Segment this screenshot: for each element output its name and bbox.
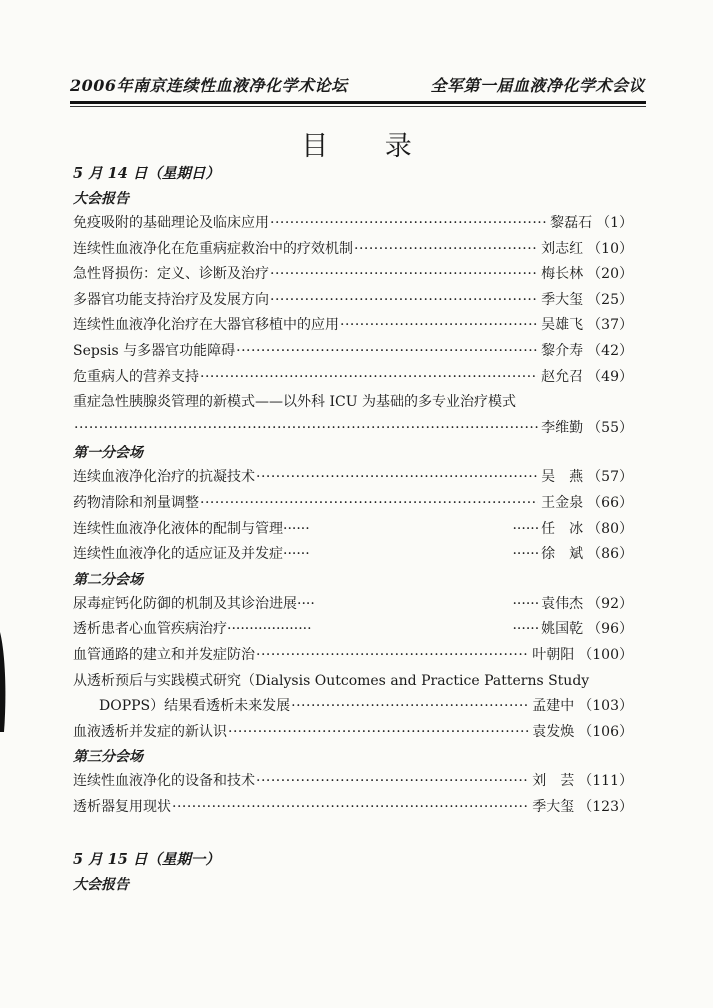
entry-page: （92） xyxy=(587,595,633,612)
toc-entry[interactable] xyxy=(73,592,633,618)
entry-page: （20） xyxy=(587,266,633,283)
entry-author: 吴雄飞 xyxy=(541,317,584,334)
entry-page: （49） xyxy=(587,368,633,385)
toc-entry[interactable] xyxy=(73,795,633,821)
toc-entry[interactable] xyxy=(73,339,633,365)
entry-author: 任 冰 xyxy=(541,520,584,537)
entry-title: Sepsis 与多器官功能障碍 xyxy=(73,342,236,359)
day2-date: 5 月 15 日（星期一） xyxy=(73,851,220,869)
header-rule-thin xyxy=(70,106,646,107)
toc-entry-line[interactable] xyxy=(73,390,633,416)
toc-content xyxy=(73,160,633,897)
leader-dots xyxy=(354,237,538,263)
toc-entry[interactable] xyxy=(73,769,633,795)
entry-author: 黎磊石 xyxy=(550,215,593,231)
entry-page: （25） xyxy=(587,291,633,308)
entry-title: 连续性血液净化的设备和技术 xyxy=(73,773,255,790)
toc-entry[interactable] xyxy=(73,262,633,288)
leader-dots: ······ xyxy=(512,546,540,563)
toc-entry[interactable] xyxy=(73,517,633,543)
toc-entry[interactable] xyxy=(73,694,633,720)
leader-dots xyxy=(172,795,529,821)
scan-edge-mark xyxy=(0,632,7,732)
entry-title: 重症急性胰腺炎管理的新模式——以外科 ICU 为基础的多专业治疗模式 xyxy=(73,394,516,411)
entry-author: 袁伟杰 xyxy=(541,595,584,612)
leader-dots xyxy=(270,262,538,288)
toc-entry-line[interactable] xyxy=(73,669,633,695)
entry-title: 从透析预后与实践模式研究（Dialysis Outcomes and Practice Patterns Study xyxy=(73,672,590,689)
leader-dots: ······ xyxy=(512,520,540,537)
day1-date: 5 月 14 日（星期日） xyxy=(73,165,220,182)
entry-author: 季大玺 xyxy=(541,291,584,308)
toc-entry[interactable] xyxy=(73,288,633,314)
toc-entry[interactable] xyxy=(73,237,633,263)
leader-dots: ······ xyxy=(512,595,540,612)
leader-dots: ···· xyxy=(297,595,315,612)
entry-title: 血液透析并发症的新认识 xyxy=(73,723,227,740)
toc-entry[interactable] xyxy=(73,211,633,237)
entry-page: （86） xyxy=(587,546,633,563)
toc-entry[interactable] xyxy=(73,365,633,391)
entry-page: （66） xyxy=(587,494,633,511)
toc-entry[interactable] xyxy=(73,491,633,517)
leader-dots xyxy=(74,416,538,442)
toc-entry[interactable] xyxy=(73,465,633,491)
running-header xyxy=(70,73,645,95)
leader-dots xyxy=(340,313,538,339)
toc-entry[interactable] xyxy=(73,643,633,669)
entry-page: （106） xyxy=(578,723,633,740)
entry-page: （1） xyxy=(596,215,633,231)
leader-dots xyxy=(256,643,529,669)
entry-page: （37） xyxy=(587,317,633,334)
entry-title: 血管通路的建立和并发症防治 xyxy=(73,646,255,663)
entry-author: 吴 燕 xyxy=(541,469,584,486)
header-rule-thick xyxy=(70,101,646,104)
entry-author: 姚国乾 xyxy=(541,621,584,638)
entry-title: 尿毒症钙化防御的机制及其诊治进展 xyxy=(73,595,297,612)
entry-author: 孟建中 xyxy=(532,698,575,715)
day1-sections xyxy=(73,187,633,820)
entry-title: 透析器复用现状 xyxy=(73,798,171,815)
leader-dots: ··················· xyxy=(227,621,312,638)
entry-title: 连续血液净化治疗的抗凝技术 xyxy=(73,469,255,486)
entry-title: 连续性血液净化在危重病症救治中的疗效机制 xyxy=(73,240,353,257)
toc-entry[interactable] xyxy=(73,720,633,746)
entry-author: 黎介寿 xyxy=(541,342,584,359)
leader-dots xyxy=(228,720,529,746)
entry-page: （111） xyxy=(578,773,633,790)
page-title: 目 录 xyxy=(301,131,436,162)
section-heading: 第二分会场 xyxy=(73,571,143,588)
entry-author: 袁发焕 xyxy=(532,723,575,740)
entry-page: （123） xyxy=(578,798,633,815)
entry-title: 连续性血液净化液体的配制与管理 xyxy=(73,520,283,537)
entry-author: 徐 斌 xyxy=(541,546,584,563)
entry-title: 危重病人的营养支持 xyxy=(73,368,199,385)
toc-entry[interactable] xyxy=(73,542,633,568)
leader-dots: ······ xyxy=(512,621,540,638)
entry-title: 透析患者心血管疾病治疗 xyxy=(73,621,227,638)
entry-title-continued: DOPPS）结果看透析未来发展 xyxy=(99,698,291,715)
entry-title: 连续性血液净化的适应证及并发症 xyxy=(73,546,283,563)
entry-page: （100） xyxy=(578,646,633,663)
entry-author: 刘志红 xyxy=(541,240,584,257)
leader-dots xyxy=(200,365,538,391)
entry-title: 免疫吸附的基础理论及临床应用 xyxy=(73,215,269,231)
entry-title: 药物清除和剂量调整 xyxy=(73,494,199,511)
leader-dots xyxy=(200,491,538,517)
toc-entry[interactable] xyxy=(73,416,633,442)
entry-author: 赵允召 xyxy=(541,368,584,385)
entry-title: 连续性血液净化治疗在大器官移植中的应用 xyxy=(73,317,339,334)
leader-dots xyxy=(270,288,538,314)
entry-page: （96） xyxy=(587,621,633,638)
entry-author: 刘 芸 xyxy=(532,773,575,790)
entry-author: 叶朝阳 xyxy=(532,646,575,663)
entry-author: 王金泉 xyxy=(541,494,584,511)
section-heading: 第三分会场 xyxy=(73,749,143,766)
entry-title: 多器官功能支持治疗及发展方向 xyxy=(73,291,269,308)
entry-author: 梅长林 xyxy=(541,266,584,283)
entry-title: 急性肾损伤：定义、诊断及治疗 xyxy=(73,266,269,283)
leader-dots xyxy=(270,211,547,237)
header-right: 全军第一届血液净化学术会议 xyxy=(430,76,645,95)
leader-dots: ······ xyxy=(283,546,310,563)
toc-entry[interactable] xyxy=(73,617,633,643)
leader-dots xyxy=(291,694,529,720)
header-left: 2006年南京连续性血液净化学术论坛 xyxy=(70,76,348,95)
leader-dots xyxy=(236,339,538,365)
leader-dots: ······ xyxy=(283,520,310,537)
entry-page: （57） xyxy=(587,469,633,486)
leader-dots xyxy=(256,769,529,795)
section-heading: 第一分会场 xyxy=(73,445,143,462)
entry-author: 季大玺 xyxy=(532,798,575,815)
entry-page: （10） xyxy=(587,240,633,257)
leader-dots xyxy=(256,465,538,491)
day2-section-heading: 大会报告 xyxy=(73,877,129,894)
entry-page: （42） xyxy=(587,342,633,359)
toc-entry[interactable] xyxy=(73,313,633,339)
section-heading: 大会报告 xyxy=(73,191,129,207)
entry-page: （80） xyxy=(587,520,633,537)
entry-author: 李维勤 xyxy=(541,419,584,436)
entry-page: （55） xyxy=(587,419,633,436)
entry-page: （103） xyxy=(578,698,633,715)
